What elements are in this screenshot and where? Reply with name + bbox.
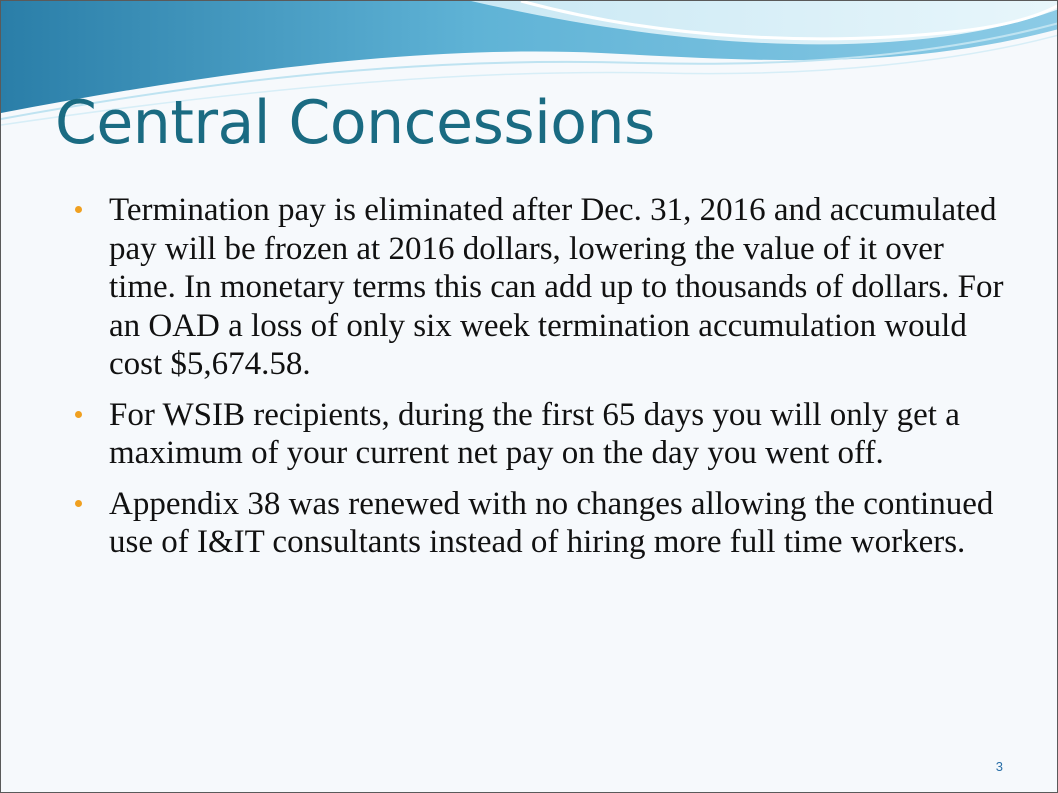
page-number: 3 xyxy=(995,759,1003,774)
bullet-item xyxy=(75,191,1015,384)
bullet-text: Termination pay is eliminated after Dec. 31, 2016 and accumulated pay will be frozen at 2016 dollars, lowering the value of it over time. In monetary terms this can add up to thousands of dollars. For an OAD a loss of only six week termination accumulation would cost $5,674.58. xyxy=(109,192,1004,382)
bullet-list xyxy=(75,191,1015,574)
slide-title: Central Concessions xyxy=(55,88,655,158)
bullet-text: For WSIB recipients, during the first 65 days you will only get a maximum of your current net pay on the day you went off. xyxy=(109,396,960,471)
bullet-marker-icon xyxy=(75,411,82,418)
bullet-text: Appendix 38 was renewed with no changes allowing the continued use of I&IT consultants instead of hiring more full time workers. xyxy=(109,485,994,560)
bullet-item xyxy=(75,396,1015,473)
bullet-marker-icon xyxy=(75,206,82,213)
bullet-item xyxy=(75,485,1015,562)
bullet-marker-icon xyxy=(75,500,82,507)
